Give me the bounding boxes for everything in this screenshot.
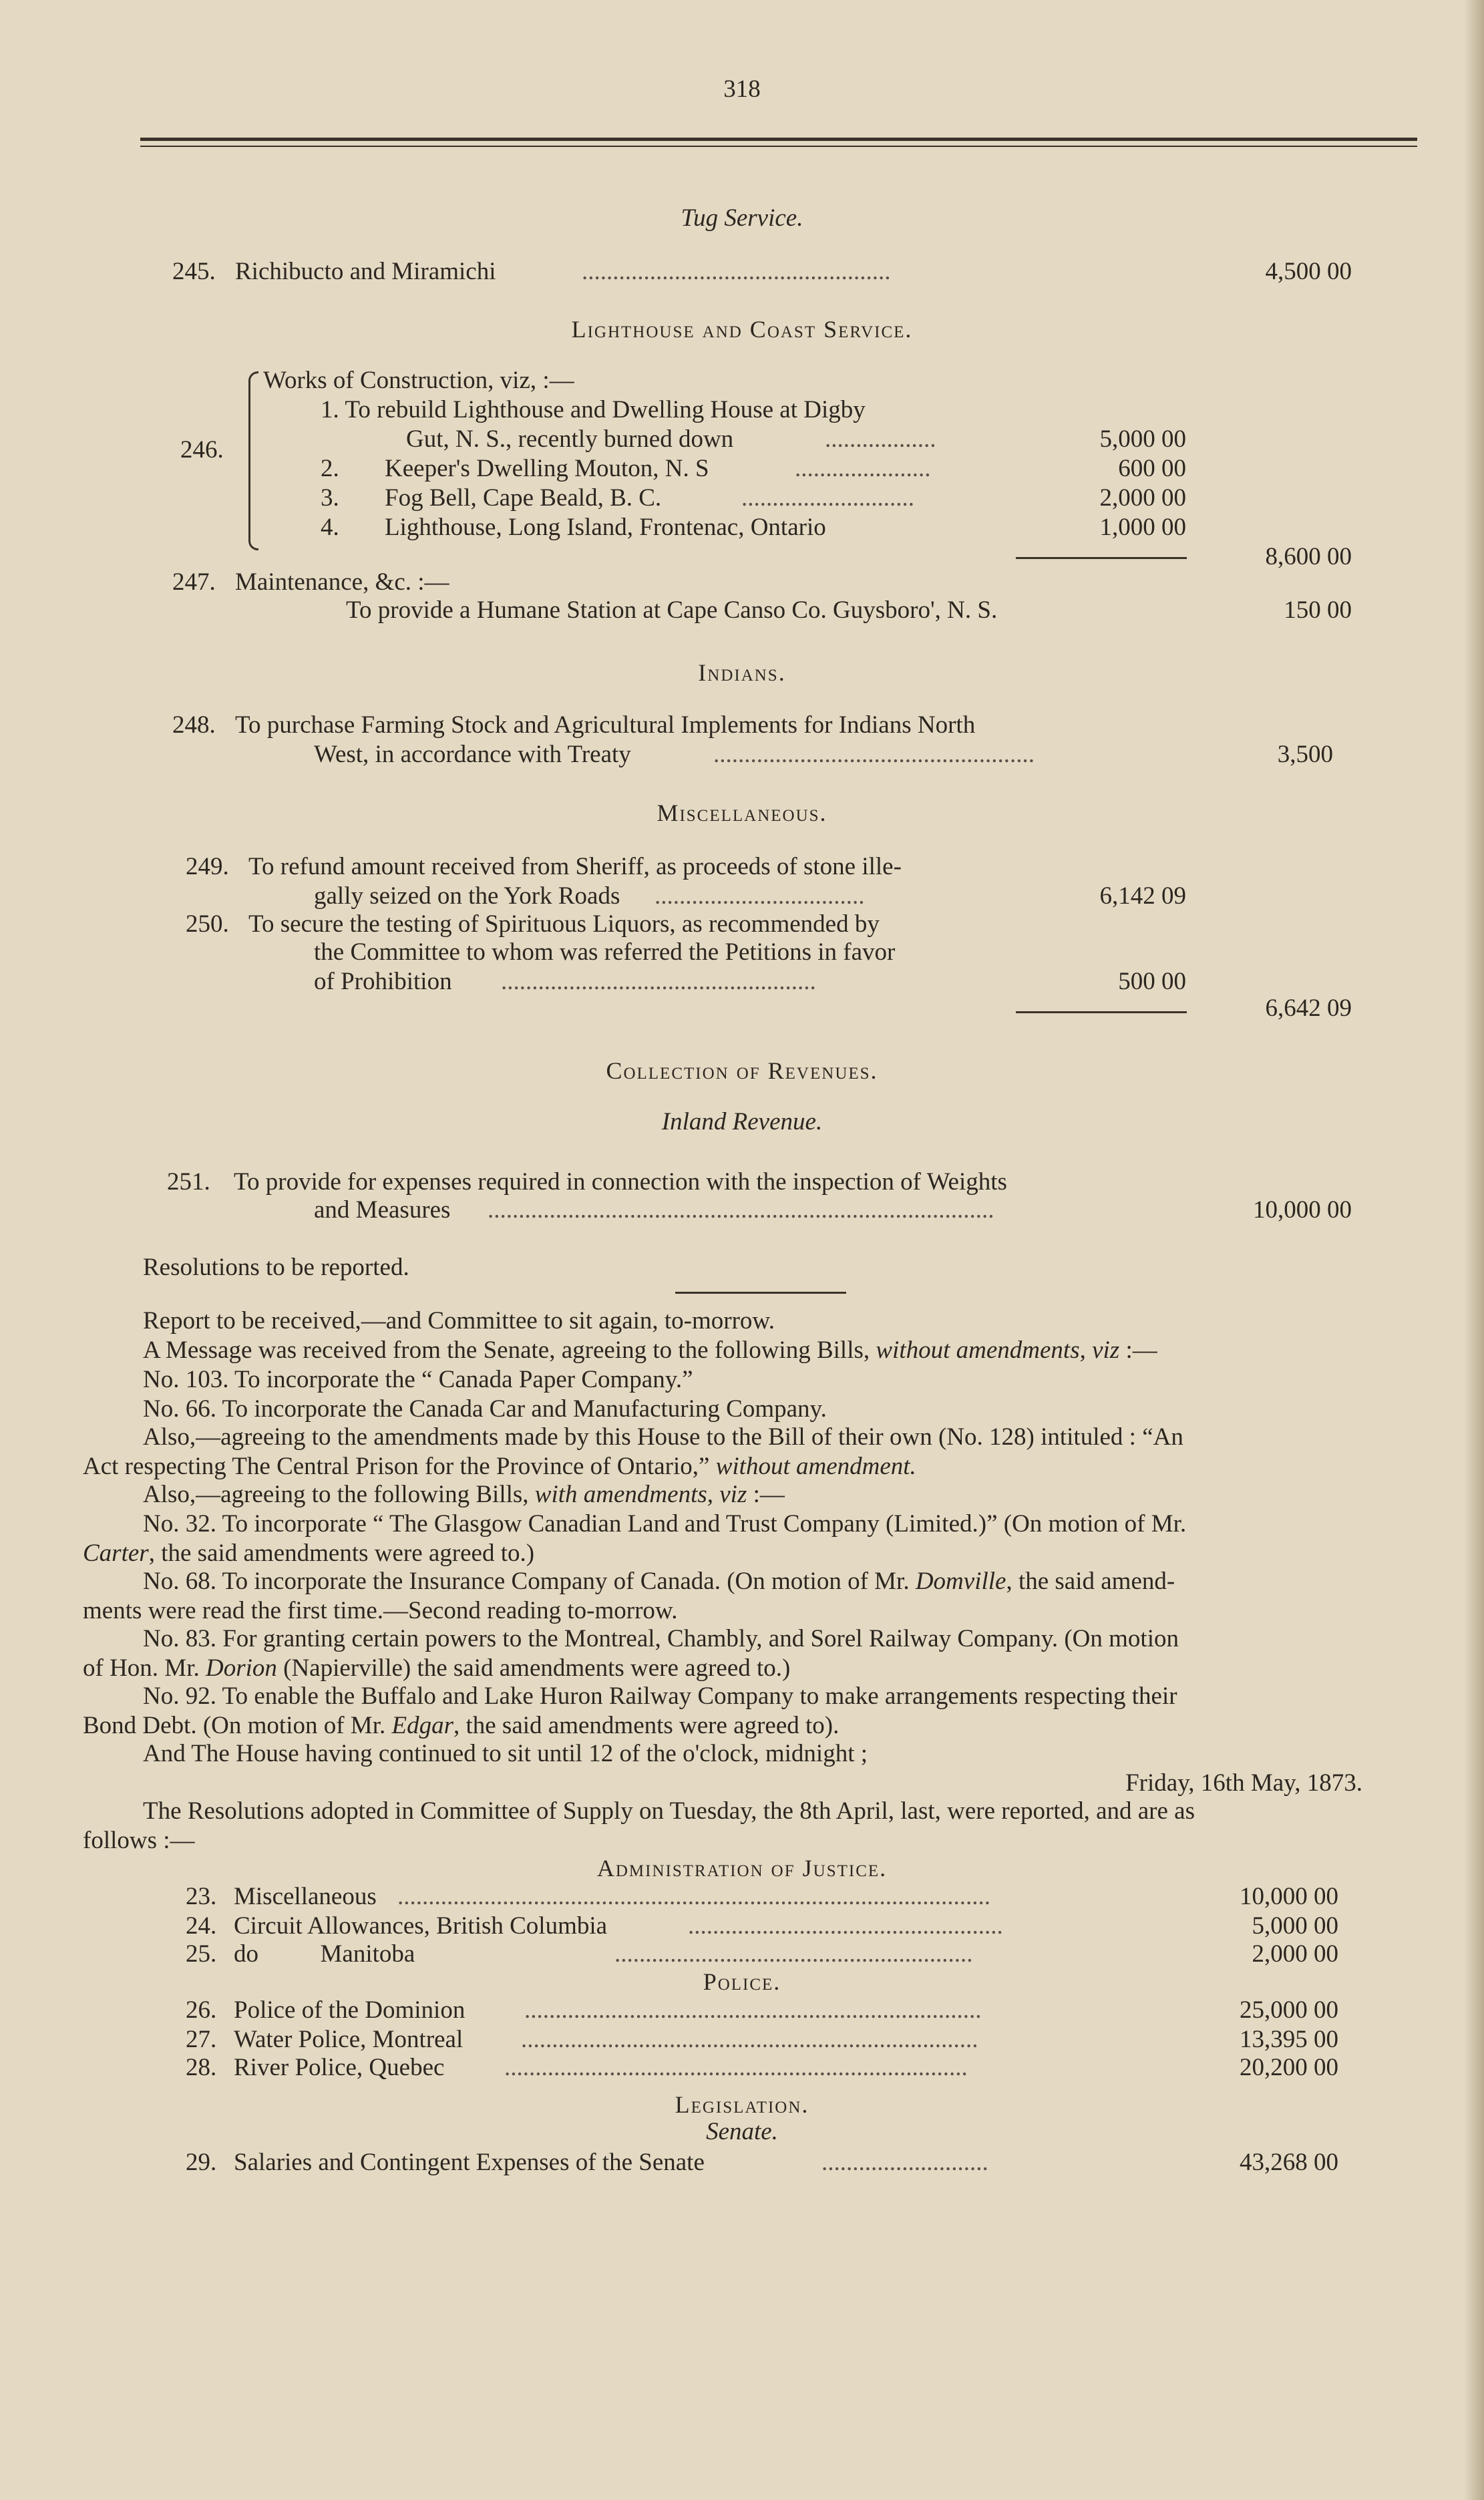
- item-number: 28.: [186, 2054, 217, 2081]
- item-number: 245.: [172, 258, 216, 285]
- section-divider: [675, 1292, 846, 1294]
- leader-dots: ...........................................................................: [504, 2054, 968, 2081]
- item-description: Water Police, Montreal: [234, 2026, 463, 2053]
- lighthouse-item-3: Fog Bell, Cape Beald, B. C.: [385, 484, 662, 512]
- leader-dots: ...................................................: [501, 968, 816, 995]
- item-amount: 600 00: [1118, 455, 1186, 482]
- misc-250-line-1: To secure the testing of Spirituous Liquors, as recommended by: [248, 910, 880, 938]
- humane-station: To provide a Humane Station at Cape Canso Co. Guysboro', N. S.: [346, 596, 998, 624]
- session-date: Friday, 16th May, 1873.: [1125, 1769, 1362, 1797]
- proceeding-text: Also,—agreeing to the amendments made by this House to the Bill of their own (No. 128) intituled : “An: [143, 1423, 1183, 1451]
- subtotal-amount: 6,642 09: [1265, 995, 1352, 1022]
- page-spine-shadow: [1464, 0, 1484, 2500]
- proceeding-text: Report to be received,—and Committee to sit again, to-morrow.: [143, 1307, 775, 1334]
- item-number: 248.: [172, 711, 216, 739]
- lighthouse-heading: Lighthouse and Coast Service.: [571, 316, 913, 343]
- leader-dots: ....................................................: [713, 741, 1035, 768]
- item-amount: 3,500: [1277, 741, 1333, 768]
- inland-revenue-subheading: Inland Revenue.: [661, 1108, 823, 1135]
- proceeding-text: ments were read the first time.—Second reading to-morrow.: [83, 1597, 678, 1624]
- leader-dots: ..........................................................................: [524, 1996, 982, 2024]
- proceeding-text: A Message was received from the Senate, agreeing to the following Bills, without amendments, viz :—: [143, 1336, 1157, 1364]
- lighthouse-item-2: Keeper's Dwelling Mouton, N. S: [385, 455, 709, 482]
- item-number: 2.: [321, 455, 339, 482]
- misc-250-line-2: the Committee to whom was referred the Petitions in favor: [314, 938, 896, 966]
- item-number: 29.: [186, 2149, 217, 2176]
- proceeding-text: Act respecting The Central Prison for the Province of Ontario,” without amendment.: [83, 1453, 916, 1480]
- item-number: 4.: [321, 514, 339, 541]
- item-description: do Manitoba: [234, 1940, 415, 1968]
- justice-heading: Administration of Justice.: [596, 1855, 888, 1882]
- tug-service-heading: Tug Service.: [681, 204, 803, 232]
- item-number: 251.: [167, 1168, 210, 1196]
- item-number: 24.: [186, 1912, 217, 1940]
- item-amount: 150 00: [1284, 596, 1352, 624]
- senate-subheading: Senate.: [706, 2118, 778, 2145]
- item-amount: 25,000 00: [1240, 1996, 1338, 2024]
- item-number: 27.: [186, 2026, 217, 2053]
- legislation-heading: Legislation.: [675, 2091, 809, 2118]
- item-amount: 4,500 00: [1265, 258, 1352, 285]
- leader-dots: ...................................................: [688, 1912, 1003, 1940]
- leader-dots: ..........................................................: [614, 1940, 973, 1968]
- proceeding-text: Bond Debt. (On motion of Mr. Edgar, the said amendments were agreed to).: [83, 1712, 840, 1739]
- indians-heading: Indians.: [698, 659, 786, 686]
- item-description: Miscellaneous: [234, 1883, 377, 1910]
- proceeding-text: follows :—: [83, 1827, 195, 1854]
- proceeding-text: of Hon. Mr. Dorion (Napierville) the said amendments were agreed to.): [83, 1654, 791, 1682]
- proceeding-text: Carter, the said amendments were agreed to.): [83, 1540, 535, 1567]
- page-number: 318: [723, 75, 761, 103]
- item-number: 247.: [172, 568, 216, 596]
- lighthouse-item-1: 1. To rebuild Lighthouse and Dwelling House at Digby: [321, 396, 866, 423]
- item-amount: 43,268 00: [1240, 2149, 1338, 2176]
- leader-dots: ..................................................: [582, 258, 891, 285]
- item-number: 3.: [321, 484, 339, 512]
- indians-line-1: To purchase Farming Stock and Agricultural Implements for Indians North: [235, 711, 976, 739]
- item-description: Richibucto and Miramichi: [235, 258, 496, 285]
- misc-249-line-1: To refund amount received from Sheriff, as proceeds of stone ille-: [248, 853, 902, 880]
- item-amount: 10,000 00: [1240, 1883, 1338, 1910]
- item-amount: 500 00: [1118, 968, 1186, 995]
- lighthouse-item-1-cont: Gut, N. S., recently burned down: [406, 425, 734, 453]
- item-amount: 20,200 00: [1240, 2054, 1338, 2081]
- item-number: 23.: [186, 1883, 217, 1910]
- item-amount: 13,395 00: [1240, 2026, 1338, 2053]
- item-number: 250.: [186, 910, 229, 938]
- misc-249-line-2: gally seized on the York Roads: [314, 882, 620, 910]
- item-amount: 1,000 00: [1099, 514, 1186, 541]
- revenues-line-2: and Measures: [314, 1196, 451, 1224]
- subtotal-amount: 8,600 00: [1265, 543, 1352, 570]
- brace: [248, 371, 258, 550]
- item-amount: 2,000 00: [1099, 484, 1186, 512]
- revenues-line-1: To provide for expenses required in connection with the inspection of Weights: [234, 1168, 1007, 1196]
- works-label: Works of Construction, viz, :—: [263, 367, 574, 394]
- leader-dots: ..................................: [655, 882, 865, 910]
- item-amount: 6,142 09: [1099, 882, 1186, 910]
- subtotal-rule: [1016, 557, 1187, 559]
- item-description: Circuit Allowances, British Columbia: [234, 1912, 608, 1940]
- miscellaneous-heading: Miscellaneous.: [657, 799, 827, 826]
- item-number: 249.: [186, 853, 229, 880]
- leader-dots: ...........................: [821, 2149, 988, 2176]
- proceeding-text: The Resolutions adopted in Committee of Supply on Tuesday, the 8th April, last, were reported, and are as: [143, 1797, 1195, 1825]
- misc-250-line-3: of Prohibition: [314, 968, 452, 995]
- proceeding-text: No. 92. To enable the Buffalo and Lake Huron Railway Company to make arrangements respecting their: [143, 1682, 1177, 1710]
- proceeding-text: No. 68. To incorporate the Insurance Company of Canada. (On motion of Mr. Domville, the said amend-: [143, 1568, 1175, 1595]
- leader-dots: ..........................................................................: [521, 2026, 978, 2053]
- item-amount: 5,000 00: [1252, 1912, 1338, 1940]
- leader-dots: ..................: [825, 425, 936, 453]
- resolutions-note: Resolutions to be reported.: [143, 1254, 409, 1281]
- proceeding-text: No. 83. For granting certain powers to the Montreal, Chambly, and Sorel Railway Company. (On motion: [143, 1625, 1179, 1652]
- police-heading: Police.: [703, 1968, 781, 1995]
- leader-dots: ............................: [741, 484, 914, 512]
- maintenance-label: Maintenance, &c. :—: [235, 568, 449, 596]
- indians-line-2: West, in accordance with Treaty: [314, 741, 631, 768]
- proceeding-text: No. 66. To incorporate the Canada Car and Manufacturing Company.: [143, 1395, 827, 1423]
- item-number: 26.: [186, 1996, 217, 2024]
- subtotal-rule: [1016, 1011, 1187, 1013]
- item-amount: 10,000 00: [1253, 1196, 1352, 1224]
- leader-dots: ................................................................................................: [397, 1883, 990, 1910]
- leader-dots: ..................................................................................: [488, 1196, 994, 1224]
- item-number: 246.: [180, 436, 224, 464]
- lighthouse-item-4: Lighthouse, Long Island, Frontenac, Ontario: [385, 514, 826, 541]
- proceeding-text: No. 32. To incorporate “ The Glasgow Canadian Land and Trust Company (Limited.)” (On motion of Mr.: [143, 1510, 1187, 1538]
- item-amount: 2,000 00: [1252, 1940, 1338, 1968]
- item-description: River Police, Quebec: [234, 2054, 445, 2081]
- item-description: Salaries and Contingent Expenses of the Senate: [234, 2149, 705, 2176]
- proceeding-text: And The House having continued to sit until 12 of the o'clock, midnight ;: [143, 1740, 868, 1767]
- proceeding-text: Also,—agreeing to the following Bills, with amendments, viz :—: [143, 1481, 785, 1508]
- proceeding-text: No. 103. To incorporate the “ Canada Paper Company.”: [143, 1366, 693, 1393]
- item-amount: 5,000 00: [1099, 425, 1186, 453]
- revenues-heading: Collection of Revenues.: [606, 1057, 878, 1084]
- leader-dots: ......................: [795, 455, 931, 482]
- header-rule: [140, 138, 1417, 141]
- header-rule-thin: [140, 146, 1417, 147]
- item-number: 25.: [186, 1940, 217, 1968]
- item-description: Police of the Dominion: [234, 1996, 466, 2024]
